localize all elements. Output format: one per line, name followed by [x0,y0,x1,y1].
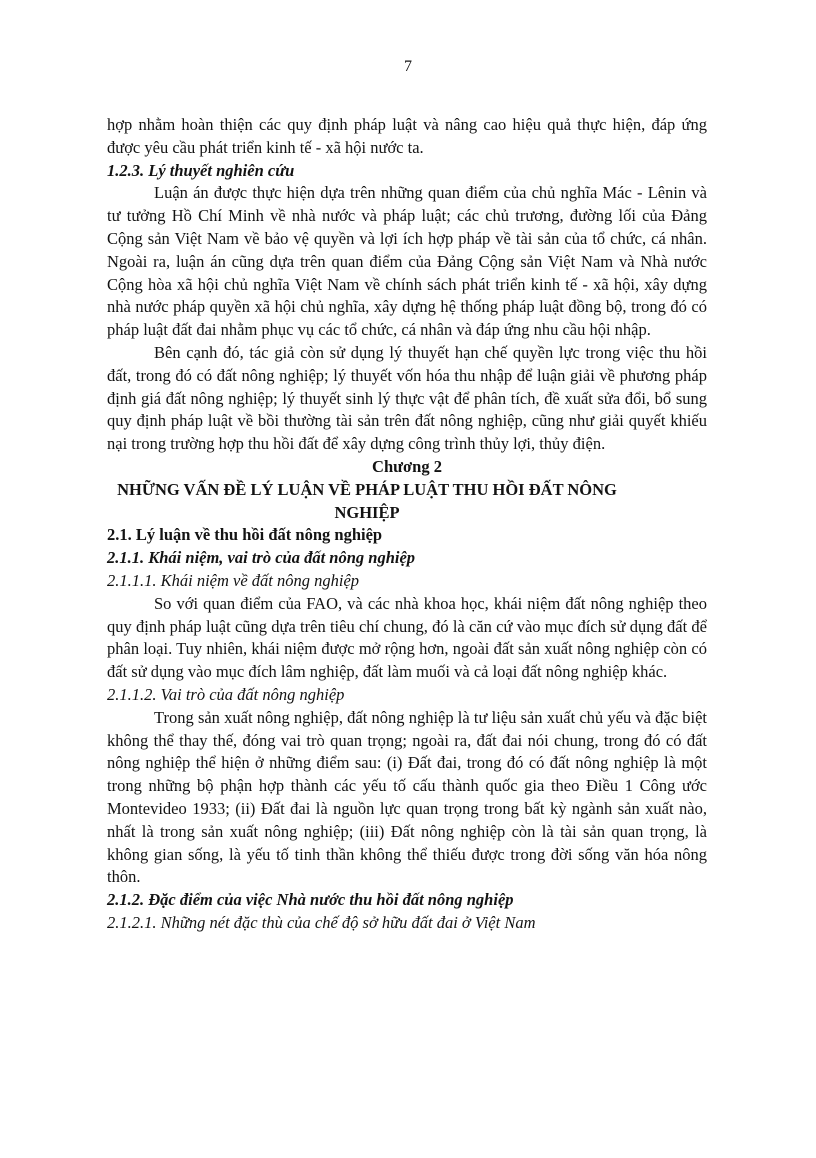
paragraph-ben-canh: Bên cạnh đó, tác giả còn sử dụng lý thuyết hạn chế quyền lực trong việc thu hồi đất, trong đó có đất nông nghiệp; lý thuyết vốn hóa thu nhập để luận giải về phương pháp định giá đất nông nghiệp; lý thuyết sinh lý thực vật để phân tích, đề xuất sửa đổi, bổ sung quy định pháp luật về bồi thường tài sản trên đất nông nghiệp, cũng như giải quyết khiếu nại trong trường hợp thu hồi đất để xây dựng công trình thủy lợi, thủy điện. [107,342,707,454]
heading-2-1-1: 2.1.1. Khái niệm, vai trò của đất nông nghiệp [107,548,416,568]
page-number: 7 [404,58,412,75]
paragraph-khai-niem: So với quan điểm của FAO, và các nhà khoa học, khái niệm đất nông nghiệp theo quy định pháp luật cũng dựa trên tiêu chí chung, đó là căn cứ vào mục đích sử dụng đất để phân loại. Tuy nhiên, khái niệm được mở rộng hơn, ngoài đất sản xuất nông nghiệp còn có đất sử dụng vào mục đích lâm nghiệp, đất làm muối và cả loại đất nông nghiệp khác. [107,593,707,682]
paragraph-luan-an: Luận án được thực hiện dựa trên những quan điểm của chủ nghĩa Mác - Lênin và tư tưởng Hồ Chí Minh về nhà nước và pháp luật; các chủ trương, đường lối của Đảng Cộng sản Việt Nam về bảo vệ quyền và lợi ích hợp pháp về tài sản của tổ chức, cá nhân. Ngoài ra, luận án cũng dựa trên quan điểm của Đảng Cộng sản Việt Nam và Nhà nước Cộng hòa xã hội chủ nghĩa Việt Nam về chính sách phát triển kinh tế - xã hội, xây dựng nhà nước pháp quyền xã hội chủ nghĩa, xây dựng hệ thống pháp luật đồng bộ, trong đó có pháp luật đất đai nhằm phục vụ các tổ chức, cá nhân và đáp ứng nhu cầu hội nhập. [107,183,707,340]
heading-2-1-2: 2.1.2. Đặc điểm của việc Nhà nước thu hồi đất nông nghiệp [107,890,514,910]
heading-2-1-2-1: 2.1.2.1. Những nét đặc thù của chế độ sở hữu đất đai ở Việt Nam [107,912,536,932]
heading-2-1-1-1: 2.1.1.1. Khái niệm về đất nông nghiệp [107,570,360,590]
heading-2-1: 2.1. Lý luận về thu hồi đất nông nghiệp [107,525,383,545]
document-body [107,114,707,935]
chapter-2-label: Chương 2 [372,456,442,476]
paragraph-continued: hợp nhằm hoàn thiện các quy định pháp luật và nâng cao hiệu quả thực hiện, đáp ứng được yêu cầu phát triển kinh tế - xã hội nước ta. [107,115,707,157]
paragraph-vai-tro: Trong sản xuất nông nghiệp, đất nông nghiệp là tư liệu sản xuất chủ yếu và đặc biệt không thể thay thế, đóng vai trò quan trọng; ngoài ra, đất đai nói chung, trong đó có đất nông nghiệp thể hiện ở những điểm sau: (i) Đất đai, trong đó có đất nông nghiệp là một trong những bộ phận hợp thành các yếu tố cấu thành quốc gia theo Điều 1 Công ước Montevideo 1933; (ii) Đất đai là nguồn lực quan trọng trong bất kỳ ngành sản xuất nào, nhất là trong sản xuất nông nghiệp; (iii) Đất nông nghiệp còn là tài sản quan trọng, là không gian sống, là yếu tố tinh thần không thể thiếu được trong đời sống văn hóa nông thôn. [107,707,707,887]
heading-2-1-1-2: 2.1.1.2. Vai trò của đất nông nghiệp [107,684,345,704]
heading-1-2-3: 1.2.3. Lý thuyết nghiên cứu [107,160,295,180]
chapter-2-title: NHỮNG VẤN ĐỀ LÝ LUẬN VỀ PHÁP LUẬT THU HỒI ĐẤT NÔNG NGHIỆP [117,479,617,522]
